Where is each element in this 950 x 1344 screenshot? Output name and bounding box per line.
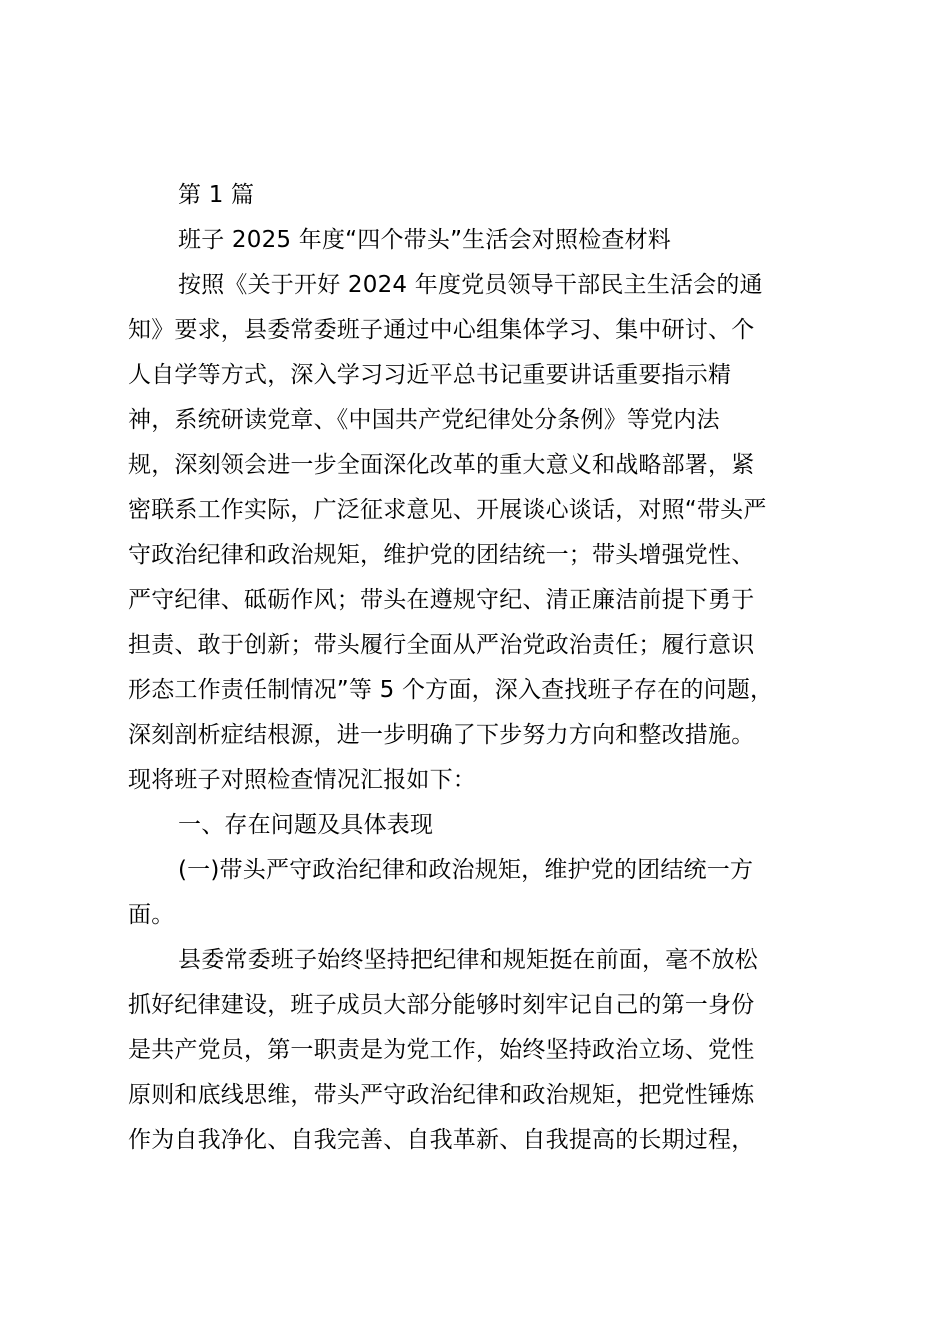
body-line: 形态工作责任制情况”等 5 个方面，深入查找班子存在的问题， [128, 677, 774, 703]
section-heading: 第 1 篇 [178, 182, 255, 208]
body-line: 神，系统研读党章、《中国共产党纪律处分条例》等党内法 [128, 407, 720, 433]
body-line: 抓好纪律建设，班子成员大部分能够时刻牢记自己的第一身份 [128, 992, 755, 1018]
body-line: 作为自我净化、自我完善、自我革新、自我提高的长期过程， [128, 1127, 755, 1153]
body-line: 是共产党员，第一职责是为党工作，始终坚持政治立场、党性 [128, 1037, 755, 1063]
subsection-heading-cont: 面。 [128, 902, 175, 928]
body-line: 知》要求，县委常委班子通过中心组集体学习、集中研讨、个 [128, 317, 755, 343]
document-title: 班子 2025 年度“四个带头”生活会对照检查材料 [178, 227, 671, 253]
body-line: 深刻剖析症结根源，进一步明确了下步努力方向和整改措施。 [128, 722, 755, 748]
body-line: 人自学等方式，深入学习习近平总书记重要讲话重要指示精 [128, 362, 732, 388]
body-line: 担责、敢于创新；带头履行全面从严治党政治责任；履行意识 [128, 632, 755, 658]
body-line: 守政治纪律和政治规矩，维护党的团结统一；带头增强党性、 [128, 542, 755, 568]
section-heading-problems: 一、存在问题及具体表现 [178, 812, 434, 838]
body-line: 按照《关于开好 2024 年度党员领导干部民主生活会的通 [178, 272, 763, 298]
body-line: 严守纪律、砥砺作风；带头在遵规守纪、清正廉洁前提下勇于 [128, 587, 755, 613]
subsection-heading: (一)带头严守政治纪律和政治规矩，维护党的团结统一方 [178, 857, 754, 883]
body-line: 原则和底线思维，带头严守政治纪律和政治规矩，把党性锤炼 [128, 1082, 755, 1108]
body-line: 密联系工作实际，广泛征求意见、开展谈心谈话，对照“带头严 [128, 497, 767, 523]
body-line: 县委常委班子始终坚持把纪律和规矩挺在前面，毫不放松 [178, 947, 758, 973]
body-line: 规，深刻领会进一步全面深化改革的重大意义和战略部署，紧 [128, 452, 755, 478]
body-line: 现将班子对照检查情况汇报如下： [128, 767, 476, 793]
